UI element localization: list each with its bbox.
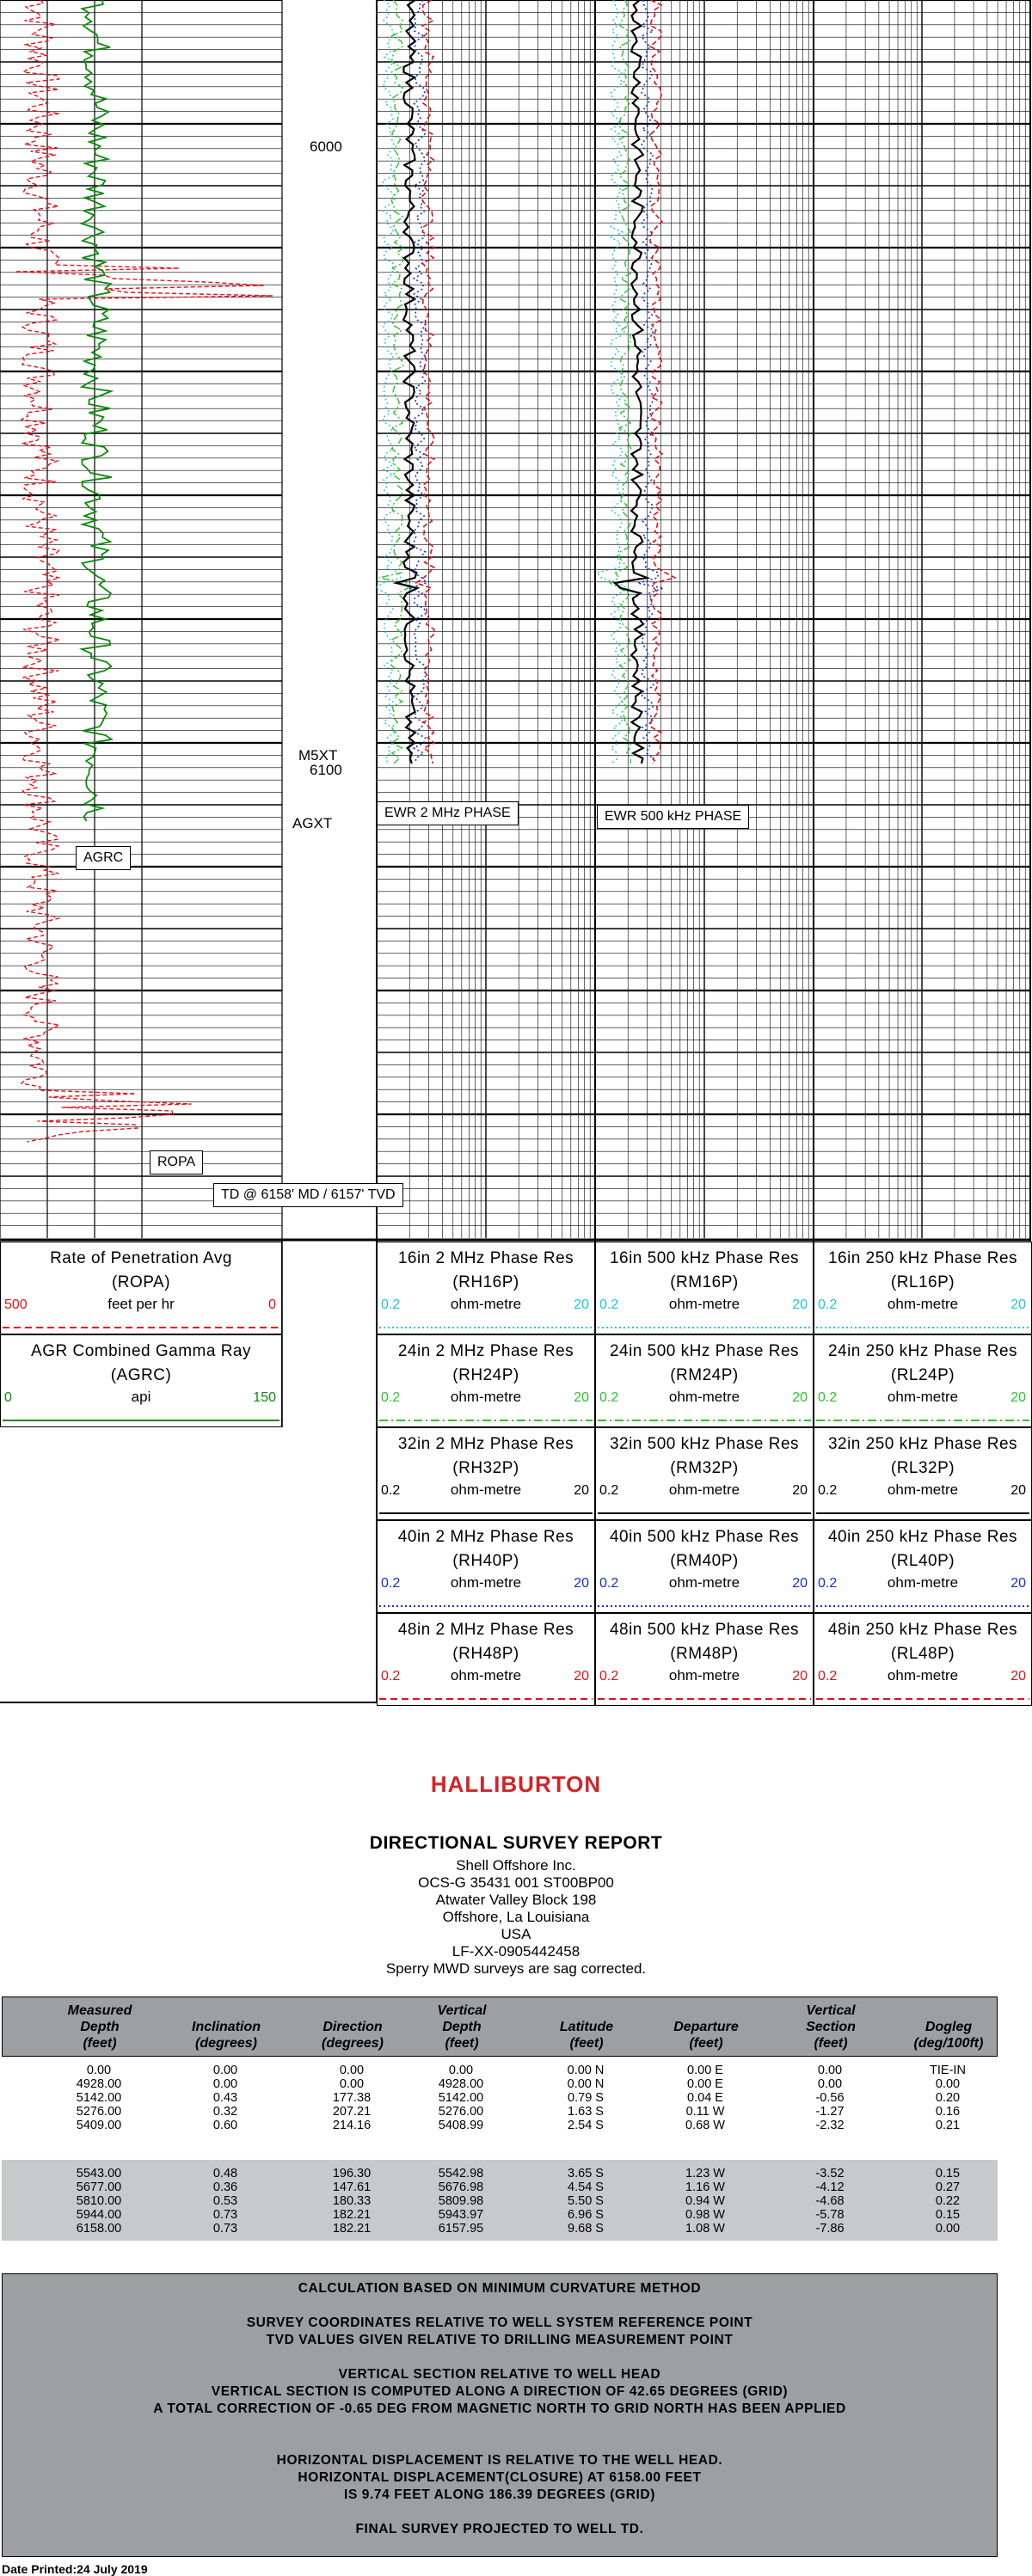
curve-title: 32in 2 MHz Phase Res [397,1435,574,1453]
table-cell: 5142.00 [76,2091,122,2105]
calc-note-line: VERTICAL SECTION RELATIVE TO WELL HEAD [338,2367,661,2382]
curve-mnemonic: (RM32P) [670,1459,739,1477]
table-cell: -2.32 [815,2119,845,2132]
curve-mnemonic: (RM40P) [670,1552,739,1570]
curve-line-sample [379,1325,593,1330]
table-cell: 5944.00 [76,2208,122,2222]
table-cell: 0.73 [212,2208,238,2222]
scale-min: 0.2 [599,1297,619,1312]
column-header-1 [166,2003,286,2052]
table-cell: 0.60 [212,2119,238,2132]
column-header-6 [771,2003,891,2052]
column-header-line: Section [806,2020,856,2034]
column-header-line [166,2003,286,2019]
scale-min: 0.2 [818,1390,838,1405]
depth-label-6000: 6000 [310,138,342,155]
table-cell: 5276.00 [438,2105,484,2119]
formation-top-agxt: AGXT [292,815,333,831]
curve-unit: ohm-metre [668,1574,740,1591]
table-cell: -1.27 [815,2105,845,2119]
scale-max: 20 [792,1576,808,1591]
curve-mnemonic: (RH24P) [452,1366,519,1384]
calc-note-line: HORIZONTAL DISPLACEMENT IS RELATIVE TO THE WELL HEAD. [276,2453,723,2468]
calc-note-line: SURVEY COORDINATES RELATIVE TO WELL SYSTEM REFERENCE POINT [246,2315,753,2330]
header-ropa [0,1242,282,1334]
table-cell: 1.63 S [568,2105,604,2119]
header-res-2-1 [595,1427,814,1520]
curve-line-sample [816,1418,1029,1423]
scale-max: 20 [1010,1297,1026,1312]
table-cell: 196.30 [332,2167,372,2180]
curve-mnemonic: (ROPA) [111,1273,171,1291]
table-cell: 0.00 [86,2064,112,2077]
table-cell: 5543.00 [76,2167,122,2180]
curve-title: 32in 250 kHz Phase Res [827,1435,1018,1453]
curve-unit: api [131,1389,151,1405]
report-company: Shell Offshore Inc. [456,1857,576,1874]
curve-line-sample [816,1604,1029,1609]
table-cell: 0.04 E [687,2091,723,2105]
table-cell: 0.00 [339,2064,365,2077]
report-note: Sperry MWD surveys are sag corrected. [385,1960,647,1977]
table-cell: 5677.00 [76,2180,122,2194]
table-cell: 0.94 W [685,2194,725,2208]
curve-line-sample [598,1325,811,1330]
table-cell: -4.68 [815,2194,845,2208]
scale-min: 500 [4,1297,28,1312]
curve-line-sample [379,1696,593,1702]
curve-unit: ohm-metre [668,1667,740,1684]
calc-note-line: VERTICAL SECTION IS COMPUTED ALONG A DIRECTION OF 42.65 DEGREES (GRID) [211,2384,789,2399]
table-cell: -5.78 [815,2208,845,2222]
table-cell: 180.33 [332,2194,372,2208]
curve-mnemonic: (RL40P) [890,1552,955,1570]
column-header-line: Measured [67,2003,132,2018]
calc-note-line: A TOTAL CORRECTION OF -0.65 DEG FROM MAGNETIC NORTH TO GRID NORTH HAS BEEN APPLIED [153,2401,846,2416]
table-cell: 182.21 [332,2208,372,2222]
curve-mnemonic: (RM24P) [670,1366,739,1384]
curve-unit: ohm-metre [887,1481,959,1498]
calc-note-line: CALCULATION BASED ON MINIMUM CURVATURE METHOD [298,2281,702,2296]
header-res-3-1 [595,1520,814,1613]
column-header-line: Inclination [192,2020,261,2034]
curve-title: 48in 2 MHz Phase Res [397,1621,574,1639]
scale-min: 0.2 [599,1669,619,1684]
table-cell: 2.54 S [568,2119,604,2132]
table-cell: 147.61 [332,2180,372,2194]
curve-unit: ohm-metre [887,1389,959,1405]
table-cell: 0.36 [212,2180,238,2194]
depth-label-6100: 6100 [310,762,342,778]
column-header-line: (deg/100ft) [913,2036,984,2051]
survey-table-body [2,2064,998,2244]
scale-max: 20 [1010,1576,1026,1591]
curve-mnemonic: (AGRC) [110,1366,172,1384]
table-cell: -3.52 [815,2167,845,2180]
curve-mnemonic: (RL16P) [890,1273,955,1291]
curve-title: 40in 500 kHz Phase Res [609,1528,800,1546]
header-res-4-1 [595,1613,814,1706]
curve-unit: feet per hr [108,1296,175,1312]
column-header-line: Vertical [437,2003,487,2018]
curve-mnemonic: (RM48P) [670,1645,739,1663]
curve-mnemonic: (RL48P) [890,1645,955,1663]
report-job-number: LF-XX-0905442458 [452,1943,580,1960]
scale-min: 0.2 [818,1483,838,1498]
ewr-2mhz-cyan-curve [376,0,401,764]
table-cell: 0.00 [448,2064,474,2077]
curve-unit: ohm-metre [887,1667,959,1684]
scale-min: 0.2 [818,1669,838,1684]
curve-line-sample [816,1511,1029,1516]
header-res-1-2 [814,1334,1032,1427]
table-cell: -0.56 [815,2091,845,2105]
halliburton-logo: HALLIBURTON [430,1771,602,1797]
column-header-line: Departure [673,2020,739,2034]
curve-line-sample [598,1511,811,1516]
table-cell: 0.32 [212,2105,238,2119]
column-header-line: (feet) [83,2036,117,2051]
table-cell: 0.00 [935,2222,961,2236]
curve-title: AGR Combined Gamma Ray [31,1342,251,1360]
header-res-2-2 [814,1427,1032,1520]
curve-line-sample [3,1325,280,1330]
curve-title: 16in 2 MHz Phase Res [397,1249,574,1267]
calc-note-line: FINAL SURVEY PROJECTED TO WELL TD. [355,2522,644,2536]
table-cell: 0.53 [212,2194,238,2208]
column-header-line: (degrees) [321,2036,384,2051]
table-cell: 0.00 N [567,2064,605,2077]
report-block: Atwater Valley Block 198 [435,1892,597,1908]
scale-max: 20 [792,1297,808,1312]
header-res-0-1 [595,1242,814,1334]
table-cell: 6158.00 [76,2222,122,2236]
scale-max: 20 [1010,1390,1026,1405]
column-header-line: Direction [322,2020,383,2034]
table-row [2,2064,998,2077]
scale-min: 0.2 [381,1483,401,1498]
scale-max: 20 [1010,1669,1026,1684]
table-row [2,2119,998,2132]
table-cell: 0.20 [935,2091,961,2105]
tag-td: TD @ 6158' MD / 6157' TVD [213,1183,403,1207]
table-row [2,2180,998,2194]
scale-max: 20 [574,1297,589,1312]
ropa-curve [15,0,273,1142]
curve-unit: ohm-metre [887,1574,959,1591]
column-header-line [646,2003,766,2019]
scale-max: 150 [253,1390,276,1405]
table-cell: 5542.98 [438,2167,484,2180]
column-header-line [526,2003,647,2019]
column-header-line [292,2003,413,2019]
table-cell: 5276.00 [76,2105,122,2119]
table-cell: 5943.97 [438,2208,484,2222]
table-cell: -4.12 [815,2180,845,2194]
table-cell: 0.00 [339,2077,365,2091]
curve-line-sample [598,1418,811,1423]
table-cell: -7.86 [815,2222,845,2236]
table-row [2,2208,998,2222]
curve-unit: ohm-metre [668,1481,740,1498]
table-cell: 0.27 [935,2180,961,2194]
curve-line-sample [816,1696,1029,1702]
table-cell: 5676.98 [438,2180,484,2194]
table-cell: 0.15 [935,2208,961,2222]
column-header-line: Dogleg [924,2020,973,2034]
tag-ropa: ROPA [150,1150,203,1175]
curve-unit: ohm-metre [450,1574,522,1591]
table-cell: 5409.00 [76,2119,122,2132]
table-cell: 0.00 E [687,2064,723,2077]
tag-agrc: AGRC [76,846,131,870]
header-res-3-0 [377,1520,595,1613]
curve-unit: ohm-metre [887,1296,959,1312]
column-header-line: (feet) [689,2036,723,2051]
curve-mnemonic: (RL32P) [890,1459,955,1477]
curve-title: 48in 500 kHz Phase Res [609,1621,800,1639]
scale-min: 0 [4,1390,12,1405]
scale-min: 0.2 [381,1297,401,1312]
curve-mnemonic: (RL24P) [890,1366,955,1384]
curve-title: 48in 250 kHz Phase Res [827,1621,1018,1639]
table-cell: 6157.95 [438,2222,484,2236]
table-row [2,2194,998,2208]
scale-min: 0.2 [599,1483,619,1498]
column-header-line: Depth [442,2020,482,2034]
header-res-2-0 [377,1427,595,1520]
curve-line-sample [379,1604,593,1609]
curve-line-sample [3,1418,280,1423]
column-header-4 [526,2003,647,2052]
column-header-line: (feet) [445,2036,479,2051]
column-header-line: Vertical [806,2003,856,2018]
table-cell: 0.00 [212,2077,238,2091]
formation-top-m5xt: M5XT [298,747,338,764]
scale-max: 0 [268,1297,276,1312]
curve-mnemonic: (RM16P) [670,1273,739,1291]
ewr-500khz-black-curve [615,0,648,764]
calc-note-line: IS 9.74 FEET ALONG 186.39 DEGREES (GRID) [344,2487,655,2502]
table-cell: 0.73 [212,2222,238,2236]
scale-max: 20 [792,1669,808,1684]
table-cell: TIE-IN [930,2064,966,2077]
log-curves [15,0,675,1142]
table-cell: 5408.99 [438,2119,484,2132]
table-row [2,2091,998,2105]
column-header-line: Latitude [559,2020,614,2034]
scale-max: 20 [574,1390,589,1405]
column-header-5 [646,2003,766,2052]
curve-title: 24in 2 MHz Phase Res [397,1342,574,1360]
curve-line-sample [379,1511,593,1516]
table-cell: 0.16 [935,2105,961,2119]
curve-title: 24in 250 kHz Phase Res [827,1342,1018,1360]
curve-title: 32in 500 kHz Phase Res [609,1435,800,1453]
calc-note-line: HORIZONTAL DISPLACEMENT(CLOSURE) AT 6158.00 FEET [298,2470,702,2485]
header-res-1-0 [377,1334,595,1427]
curve-title: 16in 500 kHz Phase Res [609,1249,800,1267]
table-cell: 4.54 S [568,2180,604,2194]
table-row [2,2167,998,2180]
table-cell: 5.50 S [568,2194,604,2208]
report-location: Offshore, La Louisiana [442,1909,590,1925]
column-header-2 [292,2003,413,2052]
tag-ewr-500khz: EWR 500 kHz PHASE [597,805,749,829]
table-cell: 0.21 [935,2119,961,2132]
scale-min: 0.2 [599,1390,619,1405]
table-row [2,2105,998,2119]
table-cell: 0.11 W [685,2105,725,2119]
table-cell: 182.21 [332,2222,372,2236]
curve-mnemonic: (RH48P) [452,1645,519,1663]
curve-unit: ohm-metre [450,1389,522,1405]
table-cell: 3.65 S [568,2167,604,2180]
curve-title: 16in 250 kHz Phase Res [827,1249,1018,1267]
table-cell: 1.23 W [685,2167,725,2180]
table-cell: 0.48 [212,2167,238,2180]
curve-unit: ohm-metre [668,1389,740,1405]
table-cell: 6.96 S [568,2208,604,2222]
table-cell: 5809.98 [438,2194,484,2208]
curve-unit: ohm-metre [450,1481,522,1498]
header-res-1-1 [595,1334,814,1427]
table-cell: 4928.00 [438,2077,484,2091]
curve-mnemonic: (RH32P) [452,1459,519,1477]
table-cell: 214.16 [332,2119,372,2132]
table-cell: 1.08 W [685,2222,725,2236]
curve-mnemonic: (RH40P) [452,1552,519,1570]
table-cell: 0.15 [935,2167,961,2180]
table-cell: 0.43 [212,2091,238,2105]
header-res-0-0 [377,1242,595,1334]
scale-max: 20 [792,1483,808,1498]
scale-min: 0.2 [818,1297,838,1312]
scale-max: 20 [1010,1483,1026,1498]
column-header-line: Depth [80,2020,120,2034]
report-well-id: OCS-G 35431 001 ST00BP00 [418,1874,614,1891]
table-cell: 0.00 E [687,2077,723,2091]
curve-mnemonic: (RH16P) [452,1273,519,1291]
scale-max: 20 [574,1576,589,1591]
calc-note-line: TVD VALUES GIVEN RELATIVE TO DRILLING MEASUREMENT POINT [266,2333,734,2347]
header-res-4-0 [377,1613,595,1706]
scale-min: 0.2 [381,1669,401,1684]
table-cell: 0.22 [935,2194,961,2208]
table-cell: 0.00 N [567,2077,605,2091]
header-res-4-2 [814,1613,1032,1706]
table-cell: 5142.00 [438,2091,484,2105]
curve-line-sample [379,1418,593,1423]
report-title: DIRECTIONAL SURVEY REPORT [369,1833,663,1853]
scale-max: 20 [574,1483,589,1498]
report-country: USA [501,1926,531,1942]
ewr-2mhz-black-curve [396,0,417,764]
column-header-line: (feet) [569,2036,604,2051]
table-cell: 0.00 [817,2077,843,2091]
table-cell: 177.38 [332,2091,372,2105]
table-cell: 1.16 W [685,2180,725,2194]
scale-max: 20 [792,1390,808,1405]
curve-title: Rate of Penetration Avg [50,1249,232,1267]
column-header-7 [888,2003,1009,2052]
table-row [2,2077,998,2091]
survey-table-header [2,1996,998,2057]
curve-line-sample [598,1696,811,1702]
curve-title: 40in 250 kHz Phase Res [827,1528,1018,1546]
curve-line-sample [816,1325,1029,1330]
header-agrc [0,1334,282,1427]
curve-line-sample [598,1604,811,1609]
curve-title: 24in 500 kHz Phase Res [609,1342,800,1360]
scale-min: 0.2 [599,1576,619,1591]
table-cell: 0.00 [817,2064,843,2077]
table-cell: 0.79 S [568,2091,604,2105]
table-cell: 0.68 W [685,2119,725,2132]
table-cell: 4928.00 [76,2077,122,2091]
table-cell: 9.68 S [568,2222,604,2236]
tag-ewr-2mhz: EWR 2 MHz PHASE [377,801,519,825]
scale-min: 0.2 [381,1576,401,1591]
calculation-notes [2,2273,998,2557]
table-cell: 0.00 [212,2064,238,2077]
table-cell: 5810.00 [76,2194,122,2208]
column-header-line [888,2003,1009,2019]
curve-unit: ohm-metre [668,1296,740,1312]
table-cell: 207.21 [332,2105,372,2119]
date-printed: Date Printed:24 July 2019 [2,2562,148,2576]
column-header-0 [40,2003,160,2052]
header-res-0-2 [814,1242,1032,1334]
scale-min: 0.2 [818,1576,838,1591]
scale-max: 20 [574,1669,589,1684]
table-cell: 0.00 [935,2077,961,2091]
curve-title: 40in 2 MHz Phase Res [397,1528,574,1546]
table-row [2,2222,998,2236]
scale-min: 0.2 [381,1390,401,1405]
table-cell: 0.98 W [685,2208,725,2222]
header-res-3-2 [814,1520,1032,1613]
column-header-3 [402,2003,522,2052]
column-header-line: (feet) [814,2036,848,2051]
curve-unit: ohm-metre [450,1667,522,1684]
column-header-line: (degrees) [194,2036,258,2051]
curve-unit: ohm-metre [450,1296,522,1312]
